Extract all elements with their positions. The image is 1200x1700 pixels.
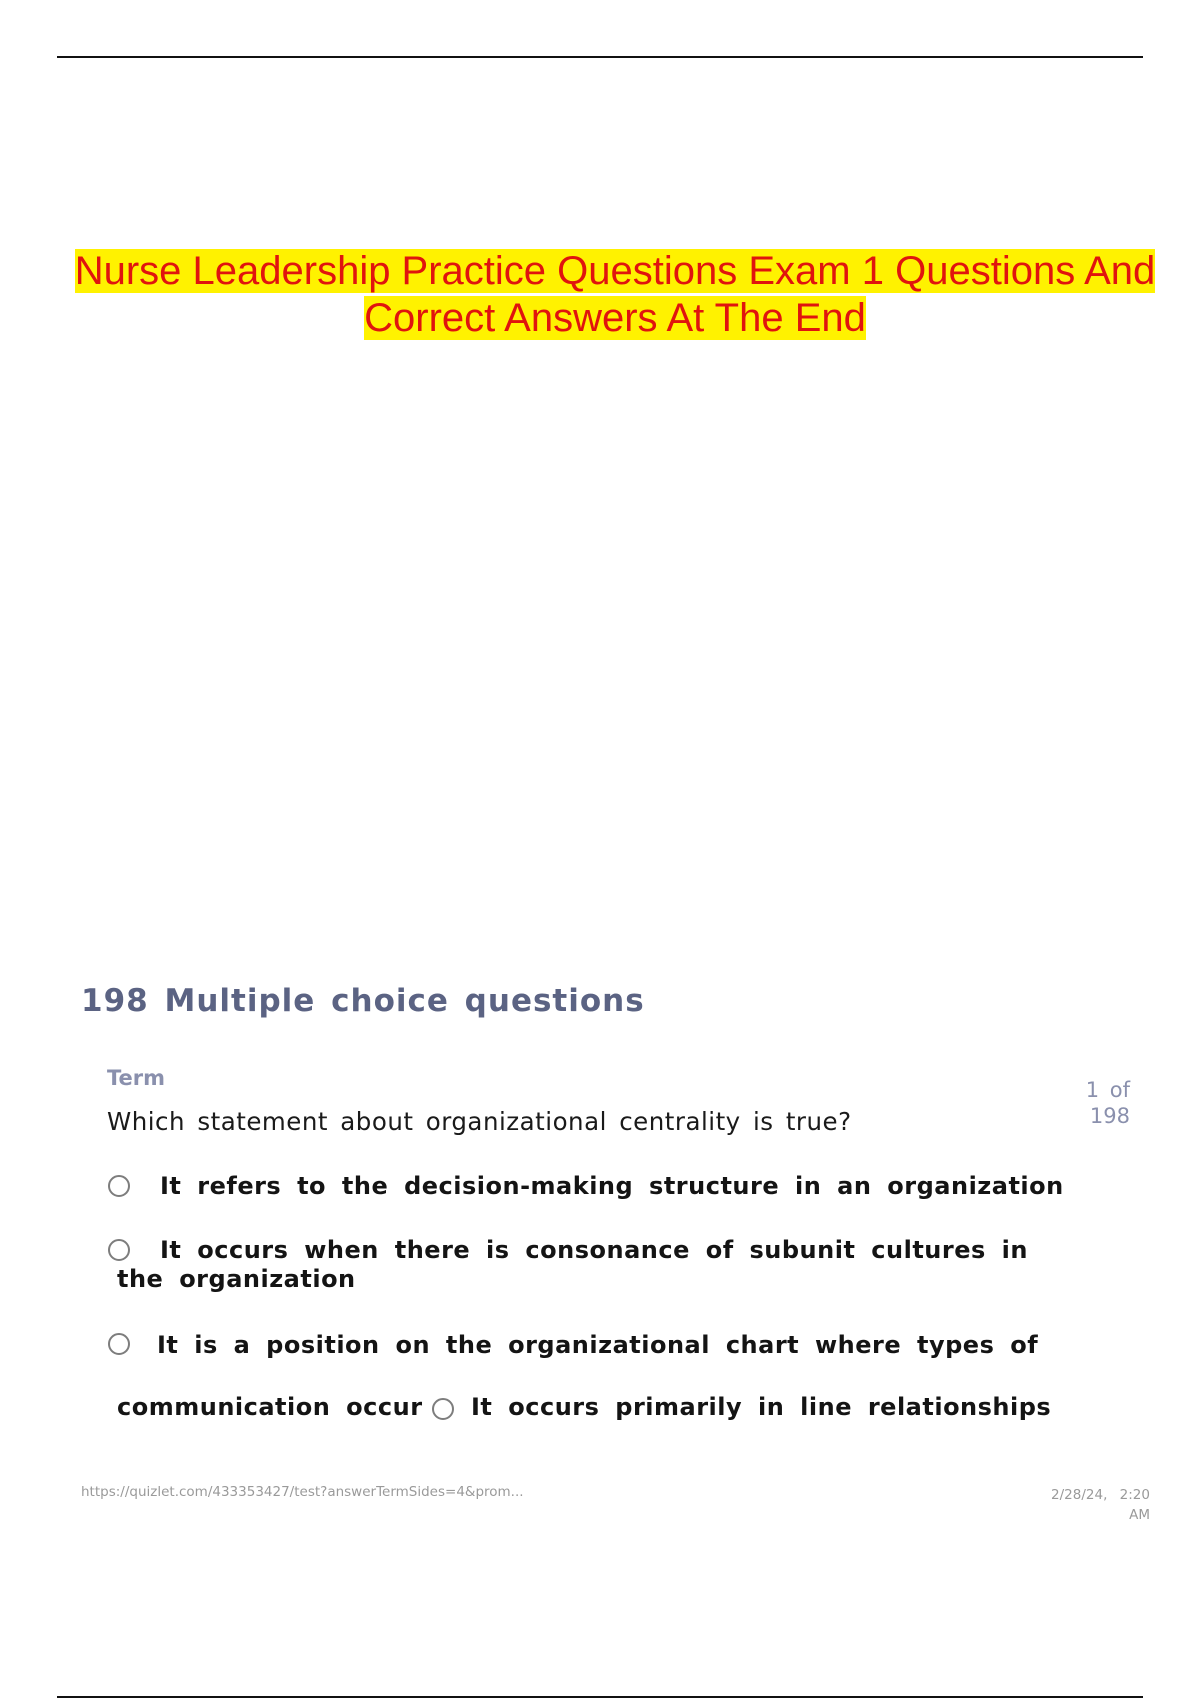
counter-total: 198 xyxy=(1089,1104,1130,1128)
print-timestamp xyxy=(1020,1485,1150,1525)
option-1-label[interactable]: It refers to the decision-making structure in an organization xyxy=(160,1172,1064,1200)
option-3-label[interactable]: It is a position on the organizational chart where types of xyxy=(157,1331,1039,1359)
question-count-heading: 198 Multiple choice questions xyxy=(81,983,645,1019)
bottom-rule xyxy=(57,1696,1143,1698)
source-url: https://quizlet.com/433353427/test?answerTermSides=4&prom... xyxy=(81,1484,524,1500)
option-2-label-continued[interactable]: the organization xyxy=(117,1265,356,1293)
counter-current: 1 of xyxy=(1085,1078,1130,1102)
option-1-radio[interactable] xyxy=(108,1175,130,1197)
print-date: 2/28/24, 2:20 xyxy=(1051,1487,1150,1503)
option-2-radio[interactable] xyxy=(108,1239,130,1261)
question-text: Which statement about organizational centrality is true? xyxy=(107,1107,852,1136)
document-title-line-2: Correct Answers At The End xyxy=(364,296,866,340)
option-2-label[interactable]: It occurs when there is consonance of subunit cultures in xyxy=(160,1236,1028,1264)
option-3-label-continued[interactable]: communication occur xyxy=(117,1393,423,1421)
option-3-radio[interactable] xyxy=(108,1333,130,1355)
term-label: Term xyxy=(107,1066,166,1090)
option-4-label[interactable]: It occurs primarily in line relationships xyxy=(471,1393,1052,1421)
document-title xyxy=(60,248,1170,342)
question-counter xyxy=(1060,1077,1130,1129)
top-rule xyxy=(57,56,1143,58)
document-title-line-1: Nurse Leadership Practice Questions Exam 1 Questions And xyxy=(74,249,1156,293)
option-4-radio[interactable] xyxy=(432,1398,454,1420)
print-time-suffix: AM xyxy=(1129,1507,1150,1523)
